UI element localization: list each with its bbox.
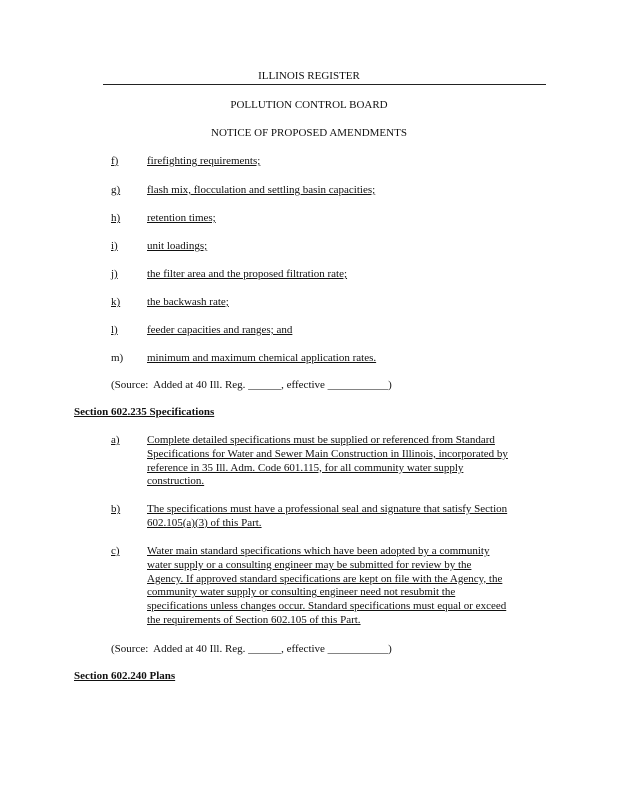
section-heading: Section 602.235 Specifications	[74, 406, 215, 418]
list-item-text: the backwash rate;	[147, 296, 229, 308]
paragraph-line: Specifications for Water and Sewer Main Construction in Illinois, incorporated by	[147, 447, 508, 460]
list-item-text: firefighting requirements;	[147, 155, 261, 167]
paragraph-line: reference in 35 Ill. Adm. Code 601.115, for all community water supply	[147, 461, 464, 474]
list-item-label: m)	[111, 352, 124, 364]
list-item-text: flash mix, flocculation and settling basin capacities;	[147, 184, 376, 196]
list-item-text: retention times;	[147, 212, 216, 224]
source-note: (Source: Added at 40 Ill. Reg. ______, effective ___________)	[111, 379, 392, 391]
list-item-label: f)	[111, 155, 119, 167]
paragraph-line: specifications unless changes occur. Standard specifications must equal or exceed	[147, 600, 507, 613]
list-item-label: h)	[111, 212, 121, 224]
paragraph-b-text	[147, 503, 545, 531]
paragraph-label: c)	[111, 545, 120, 557]
list-item-text: unit loadings;	[147, 240, 208, 252]
paragraph-a-text	[147, 434, 545, 489]
paragraph-c-text	[147, 545, 545, 628]
board-heading: POLLUTION CONTROL BOARD	[230, 99, 388, 111]
paragraph-line: 602.105(a)(3) of this Part.	[147, 516, 262, 529]
list-item-label: j)	[111, 268, 118, 280]
source-note: (Source: Added at 40 Ill. Reg. ______, effective ___________)	[111, 643, 392, 655]
paragraph-line: construction.	[147, 475, 205, 488]
paragraph-line: Agency. If approved standard specifications are kept on file with the Agency, the	[147, 572, 503, 585]
list-item-label: g)	[111, 184, 121, 196]
list-item-text: minimum and maximum chemical application rates.	[147, 352, 377, 364]
paragraph-label: a)	[111, 434, 120, 446]
list-item-label: i)	[111, 240, 118, 252]
list-item-label: l)	[111, 324, 118, 336]
register-heading: ILLINOIS REGISTER	[258, 70, 360, 82]
notice-heading: NOTICE OF PROPOSED AMENDMENTS	[211, 127, 407, 139]
paragraph-line: the requirements of Section 602.105 of this Part.	[147, 613, 361, 626]
paragraph-line: Complete detailed specifications must be supplied or referenced from Standard	[147, 434, 495, 446]
section-heading: Section 602.240 Plans	[74, 670, 176, 682]
list-item-text: the filter area and the proposed filtration rate;	[147, 268, 348, 280]
paragraph-line: community water supply or consulting engineer need not resubmit the	[147, 586, 456, 599]
paragraph-line: Water main standard specifications which have been adopted by a community	[147, 545, 490, 557]
header-rule	[103, 84, 546, 85]
paragraph-line: The specifications must have a professional seal and signature that satisfy Section	[147, 503, 508, 515]
paragraph-label: b)	[111, 503, 121, 515]
list-item-text: feeder capacities and ranges; and	[147, 324, 293, 336]
paragraph-line: water supply or a consulting engineer may be submitted for review by the	[147, 558, 472, 571]
list-item-label: k)	[111, 296, 121, 308]
